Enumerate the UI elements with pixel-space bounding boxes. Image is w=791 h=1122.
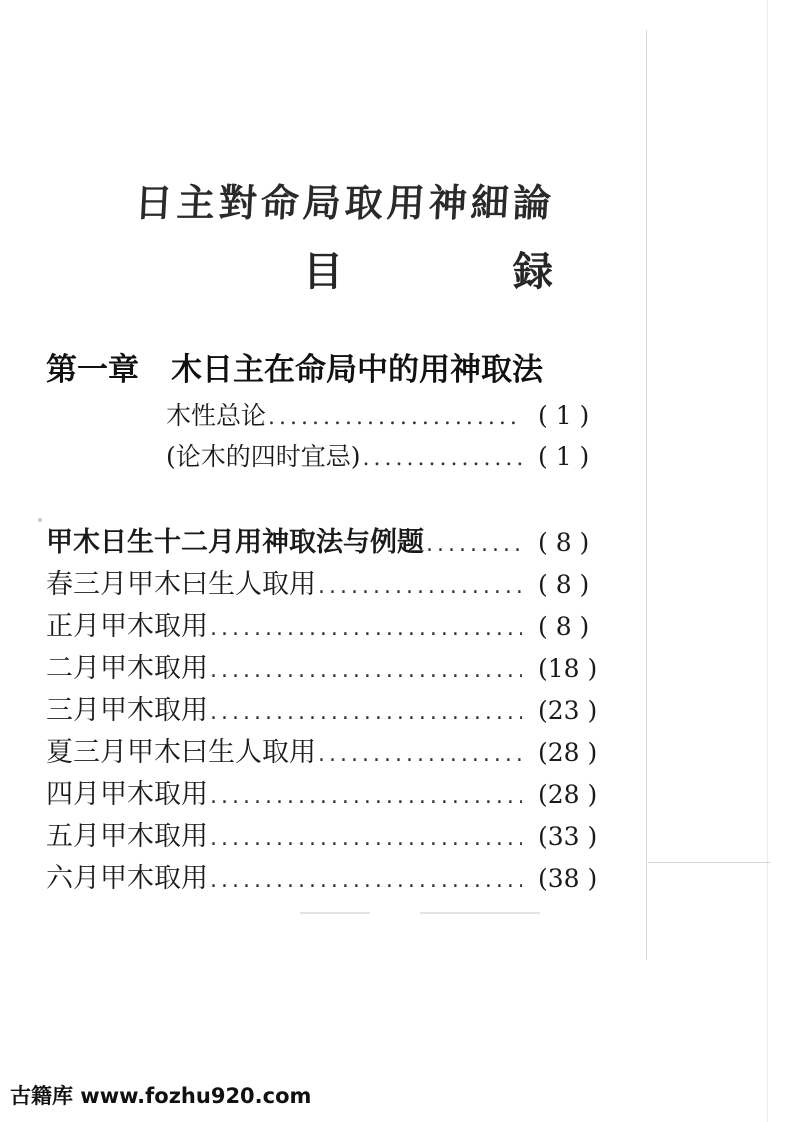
dot-leader — [361, 446, 522, 471]
dot-leader — [208, 616, 522, 641]
dot-leader — [424, 532, 522, 557]
toc-entry-text: 三月甲木取用 — [46, 695, 208, 726]
toc-entry-text: 木性总论 — [166, 401, 267, 430]
toc-entry-text: (论木的四时宜忌) — [166, 442, 361, 471]
toc-entry — [46, 520, 606, 559]
scan-artifact-line — [648, 862, 770, 863]
toc-entry-text: 五月甲木取用 — [46, 821, 208, 852]
toc-entry-page: ( 1 ) — [538, 442, 590, 471]
toc-entry-text: 二月甲木取用 — [46, 653, 208, 684]
scan-speck — [300, 912, 370, 914]
page-fold-line — [646, 30, 647, 960]
dot-leader — [208, 868, 522, 893]
dot-leader — [208, 826, 522, 851]
toc-entry — [166, 437, 606, 473]
toc-entry-page: ( 1 ) — [538, 401, 590, 430]
toc-entry — [46, 604, 606, 643]
toc-entry-page: (28 ) — [538, 780, 598, 809]
dot-leader — [316, 574, 522, 599]
toc-entry-page: ( 8 ) — [538, 612, 590, 641]
toc-entry-page: (38 ) — [538, 864, 598, 893]
toc-entry — [46, 814, 606, 853]
toc-heading: 目 録 — [303, 248, 631, 295]
dot-leader — [208, 784, 522, 809]
toc-entry-page: (28 ) — [538, 738, 598, 767]
chapter-heading — [46, 344, 543, 389]
toc-entry-page: (18 ) — [538, 654, 598, 683]
toc-entry-text: 甲木日生十二月用神取法与例题 — [46, 527, 424, 558]
dot-leader — [266, 405, 522, 430]
scan-speck — [38, 518, 42, 522]
toc-entry — [46, 856, 606, 895]
dot-leader — [208, 658, 522, 683]
toc-entry-text: 夏三月甲木曰生人取用 — [46, 737, 316, 768]
chapter-title: 木日主在命局中的用神取法 — [171, 352, 543, 388]
toc-entry — [166, 396, 606, 432]
scan-speck — [420, 912, 540, 914]
toc-entry — [46, 730, 606, 769]
chapter-label: 第一章 — [46, 352, 139, 388]
toc-entry — [46, 562, 606, 601]
book-title: 日主對命局取用神細論 — [133, 180, 557, 225]
toc-entry-text: 六月甲木取用 — [46, 863, 208, 894]
toc-entry-page: (23 ) — [538, 696, 598, 725]
toc-entry — [46, 772, 606, 811]
site-watermark: 古籍库 www.fozhu920.com — [10, 1084, 312, 1108]
page-edge-line — [767, 0, 768, 1122]
dot-leader — [316, 742, 522, 767]
toc-entry-page: ( 8 ) — [538, 528, 590, 557]
toc-entry-page: (33 ) — [538, 822, 598, 851]
dot-leader — [208, 700, 522, 725]
toc-entry-text: 正月甲木取用 — [46, 611, 208, 642]
toc-entry-text: 春三月甲木曰生人取用 — [46, 569, 316, 600]
toc-entry-page: ( 8 ) — [538, 570, 590, 599]
toc-entry — [46, 688, 606, 727]
toc-entry — [46, 646, 606, 685]
toc-entry-text: 四月甲木取用 — [46, 779, 208, 810]
